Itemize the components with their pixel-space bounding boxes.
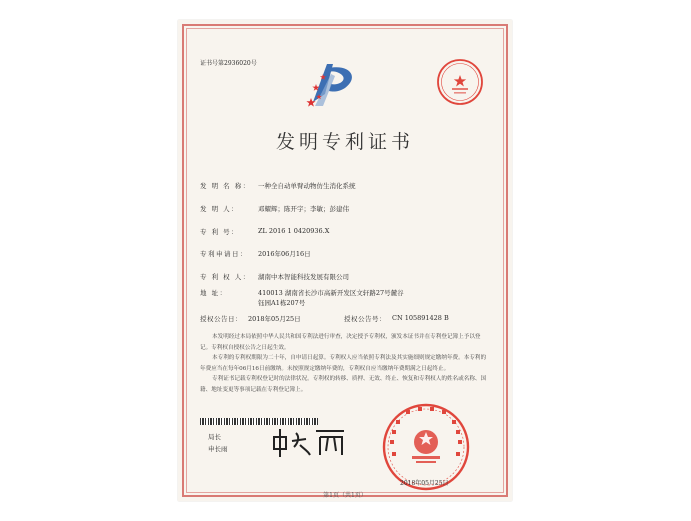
application-date-label: 专利申请日： (200, 250, 248, 258)
barcode (200, 418, 318, 425)
grant-number-value: CN 105891428 B (392, 314, 449, 322)
patent-office-emblem-icon (305, 54, 363, 116)
notice-paragraph: 本专利的专利权期限为二十年，自申请日起算。专利权人应当依照专利法及其实施细则规定缴纳年费。本专利的年费应当在每年06月16日前缴纳。未按照规定缴纳年费的，专利权自应当缴纳年费期满之日起终止。 (200, 355, 487, 372)
inventor-value: 邓耀辉；陈开宇；李敏；彭建伟 (258, 205, 349, 213)
address-value: 410013 湖南省长沙市高新开发区文轩路27号麓谷钰园A1栋207号 (258, 289, 404, 307)
grant-date-label: 授权公告日： (200, 315, 242, 323)
inventor-label: 发 明 人： (200, 205, 240, 213)
round-red-seal-icon (431, 56, 489, 108)
notice-paragraph: 专利证书记载专利权登记时的法律状况。专利权的转移、质押、无效、终止、恢复和专利权人的姓名或名称、国籍、地址变更等事项记载在专利登记簿上。 (200, 376, 487, 393)
grant-date-value: 2018年05月25日 (248, 315, 301, 323)
application-date-value: 2016年06月16日 (258, 250, 311, 258)
patent-certificate (178, 20, 512, 501)
invention-name-value: 一种全自动单臂动物仿生消化系统 (258, 182, 356, 190)
notice-paragraph: 本发明经过本局依照中华人民共和国专利法进行审查，决定授予专利权，颁发本证书并在专利登记簿上予以登记。专利权自授权公告之日起生效。 (200, 334, 481, 351)
certificate-notice (200, 332, 490, 395)
address-label: 地 址： (200, 289, 228, 297)
page-info: 第1页（共1页） (323, 492, 367, 499)
seal-date: 2018年05月25日 (400, 480, 449, 487)
patentee-label: 专 利 权 人： (200, 273, 251, 281)
invention-name-label: 发 明 名 称： (200, 182, 251, 190)
patent-number-label: 专 利 号： (200, 228, 240, 236)
director-title: 局长 (208, 433, 221, 441)
director-name: 申长雨 (208, 445, 228, 453)
director-signature (270, 425, 348, 459)
patent-number-value: ZL 2016 1 0420936.X (258, 227, 330, 235)
certificate-number: 证书号第2936020号 (200, 60, 257, 67)
patentee-value: 湖南中本智能科技发展有限公司 (258, 273, 349, 281)
grant-number-label: 授权公告号： (344, 315, 386, 323)
certificate-title: 发明专利证书 (275, 131, 414, 153)
